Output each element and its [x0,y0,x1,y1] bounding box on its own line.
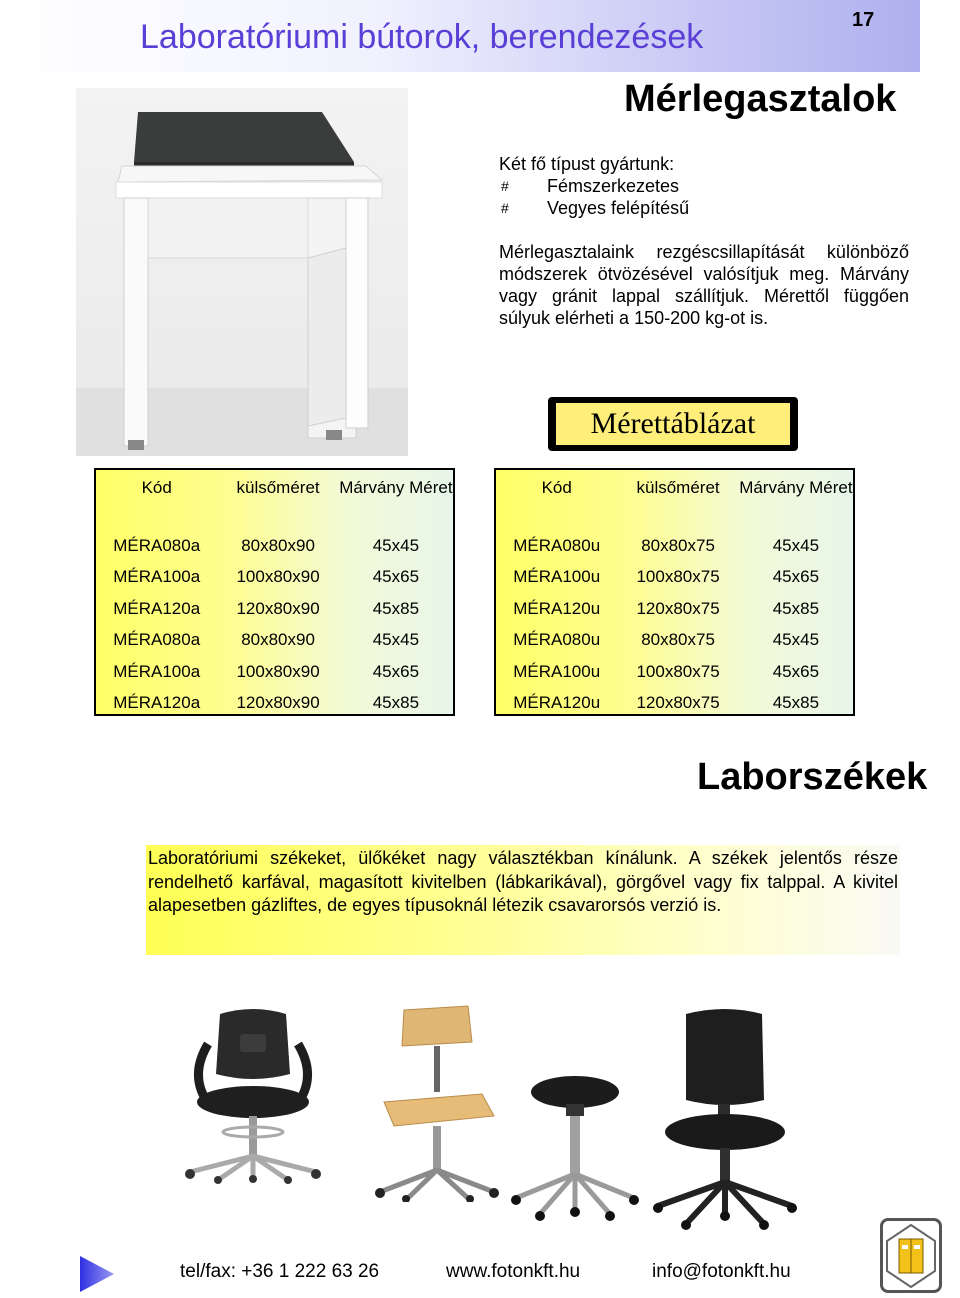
table-row [96,593,453,625]
table-header-row [96,470,453,530]
type-label: Vegyes felépítésű [547,198,690,218]
cabinet-icon [880,1218,942,1293]
table-cell: 120x80x75 [636,598,720,618]
table-cell: 80x80x90 [241,630,315,650]
table-cell: 45x65 [372,661,420,681]
column-header: Kód [141,478,172,497]
table-cell: MÉRA100u [513,661,601,681]
lab-chairs-description: Laboratóriumi székeket, ülőkéket nagy választékban kínálunk. A székek jelentős része rendelhető karfával, magasított kivitelben (lábkarikával), görgővel vagy fix talppal. A kivitel alapesetben gázliftes, de egyes típusoknál létezik csavarorsós verzió is. [146,845,900,955]
table-cell: 45x45 [772,630,820,650]
table-row [496,656,853,688]
lab-stool-photo [510,1070,640,1230]
lab-chairs-title: Laborszékek [697,756,928,798]
table-row [96,625,453,657]
table-cell: MÉRA120u [513,598,601,618]
table-cell: 120x80x75 [636,693,720,713]
table-row [96,562,453,594]
size-table-title-box [548,397,798,451]
size-table-right [494,468,855,716]
type-list-item [499,197,909,219]
table-cell: 45x85 [372,693,420,713]
table-cell: 45x45 [372,630,420,650]
table-row [496,530,853,562]
bullet-icon: # [501,178,509,194]
balance-table-illustration [76,88,408,456]
column-header: külsőméret [636,478,720,497]
page-header-title: Laboratóriumi bútorok, berendezések [140,18,704,56]
balance-tables-description: Mérlegasztalaink rezgéscsillapítását különböző módszerek ötvözésével valósítjuk meg. Márvány vagy gránit lappal szállítjuk. Mérettől függően súlyuk elérheti a 150-200 kg-ot is. [499,242,909,328]
table-cell: MÉRA080a [113,630,201,650]
table-cell: 80x80x75 [641,535,715,555]
wooden-chair-photo [372,1002,502,1202]
table-row [496,593,853,625]
lab-chair-armrest-photo [178,1004,328,1184]
table-cell: 100x80x75 [636,661,720,681]
column-header: Márvány Méret [339,478,453,497]
table-cell: 100x80x90 [236,567,320,587]
table-cell: MÉRA100a [113,661,201,681]
column-header: külsőméret [236,478,320,497]
table-header-row [496,470,853,530]
table-cell: MÉRA120a [113,693,201,713]
size-table-title: Mérettáblázat [556,403,790,445]
table-row [96,530,453,562]
size-table-left [94,468,455,716]
table-row [496,688,853,720]
office-chair-photo [650,1000,800,1230]
footer-phone: tel/fax: +36 1 222 63 26 [180,1261,380,1282]
table-cell: 45x65 [372,567,420,587]
table-cell: 45x45 [372,535,420,555]
table-cell: MÉRA080u [513,630,601,650]
table-cell: 100x80x75 [636,567,720,587]
table-cell: 80x80x75 [641,630,715,650]
table-cell: 120x80x90 [236,693,320,713]
table-cell: 45x65 [772,661,820,681]
table-cell: 45x85 [372,598,420,618]
play-arrow-icon [80,1256,114,1292]
page-number: 17 [852,9,875,31]
table-cell: 45x45 [772,535,820,555]
balance-tables-intro [499,153,909,329]
table-cell: MÉRA120a [113,598,201,618]
table-row [496,625,853,657]
table-row [496,562,853,594]
column-header: Kód [541,478,572,497]
bullet-icon: # [501,200,509,216]
footer-website[interactable]: www.fotonkft.hu [446,1261,581,1282]
table-cell: MÉRA080u [513,535,601,555]
balance-tables-title: Mérlegasztalok [624,78,897,120]
table-cell: 80x80x90 [241,535,315,555]
intro-text: Két fő típust gyártunk: [499,154,675,174]
table-cell: MÉRA100u [513,567,601,587]
table-cell: MÉRA100a [113,567,201,587]
column-header: Márvány Méret [739,478,853,497]
balance-table-photo [76,88,408,456]
table-cell: MÉRA080a [113,535,201,555]
table-cell: 45x65 [772,567,820,587]
table-cell: 120x80x90 [236,598,320,618]
table-cell: MÉRA120u [513,693,601,713]
table-cell: 45x85 [772,693,820,713]
type-label: Fémszerkezetes [547,176,680,196]
table-cell: 100x80x90 [236,661,320,681]
footer-email[interactable]: info@fotonkft.hu [652,1261,791,1282]
table-row [96,656,453,688]
table-cell: 45x85 [772,598,820,618]
table-row [96,688,453,720]
type-list-item [499,175,909,197]
